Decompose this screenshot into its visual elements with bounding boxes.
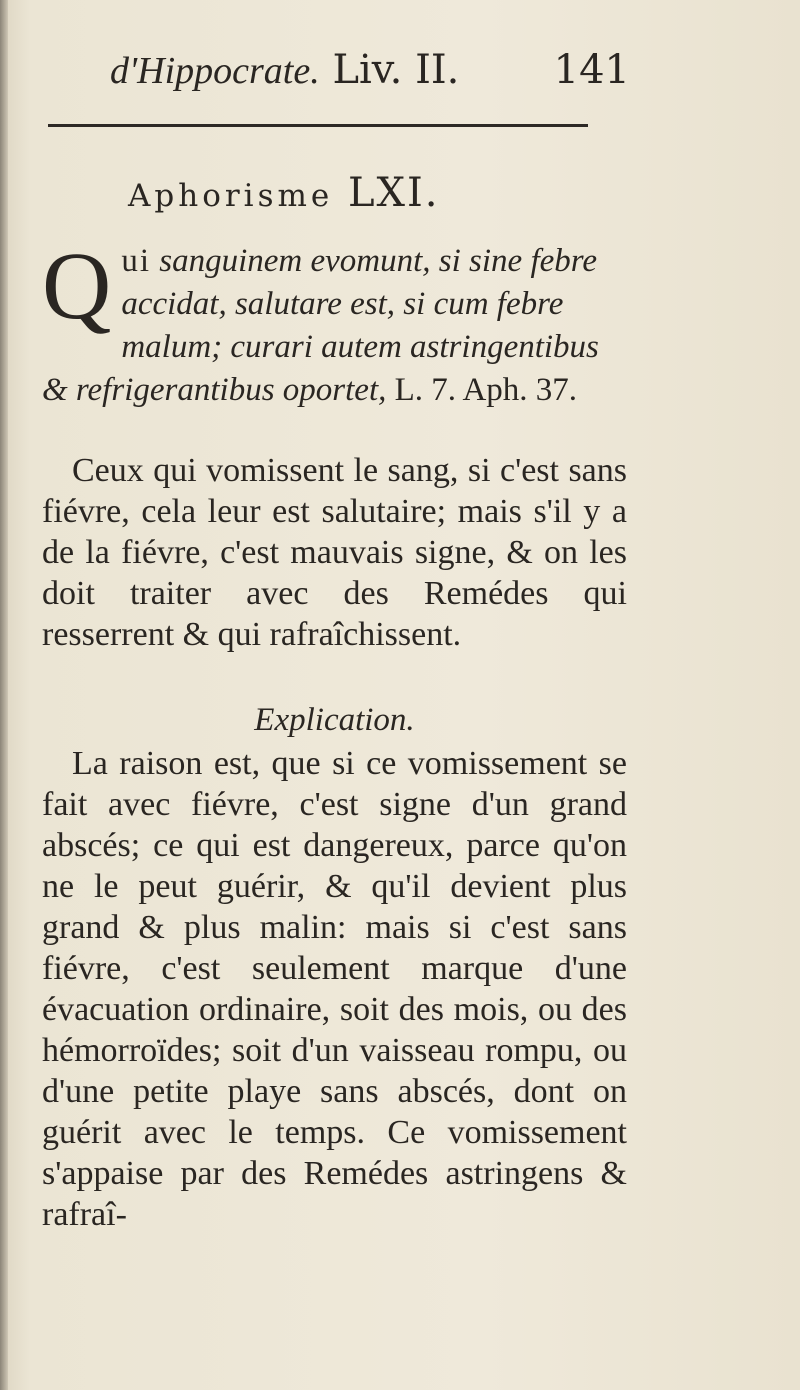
explication-paragraph: La raison est, que si ce vomissement se fait avec fiévre, c'est signe d'un grand abscés; ce qui est dangereux, parce qu'on ne le peut guérir, & qu'il devient plus grand & plus malin: mais si c'est sans fiévre, c'est seulement marque d'une évacuation ordinaire, soit des mois, ou des hémorroïdes; soit d'un vaisseau rompu, ou d'une petite playe sans abscés, dont on guérit avec le temps. Ce vomissement s'appaise par des Remédes astringens & rafraî- xyxy=(42,745,627,1233)
aphorism-label: Aphorisme xyxy=(128,178,334,214)
running-header xyxy=(110,40,630,100)
running-title: d'Hippocrate. xyxy=(110,50,320,92)
latin-first-word-rest: ui xyxy=(121,243,151,279)
drop-cap: Q xyxy=(42,232,112,339)
aphorism-number: LXI. xyxy=(347,170,440,216)
page-number: 141 xyxy=(553,47,630,93)
header-rule xyxy=(48,124,588,127)
french-paragraph: Ceux qui vomissent le sang, si c'est sans fiévre, cela leur est salutaire; mais s'il y a de la fiévre, c'est mauvais signe, & on les doit traiter avec des Remédes qui resserrent & qui rafraîchissent. xyxy=(42,452,627,653)
explication-title: Explication. xyxy=(254,702,415,738)
aphorism-heading xyxy=(128,168,548,221)
explication-body xyxy=(42,743,627,1235)
latin-reference: L. 7. Aph. 37. xyxy=(394,372,578,408)
page-spine-edge xyxy=(0,0,8,1390)
latin-text: sanguinem evomunt, si sine febre accidat, salutare est, si cum febre malum; curari autem astringentibus & refrigerantibus oportet, xyxy=(42,243,599,408)
french-translation xyxy=(42,450,627,655)
latin-aphorism xyxy=(42,232,627,412)
book-number: Liv. II. xyxy=(332,47,460,93)
